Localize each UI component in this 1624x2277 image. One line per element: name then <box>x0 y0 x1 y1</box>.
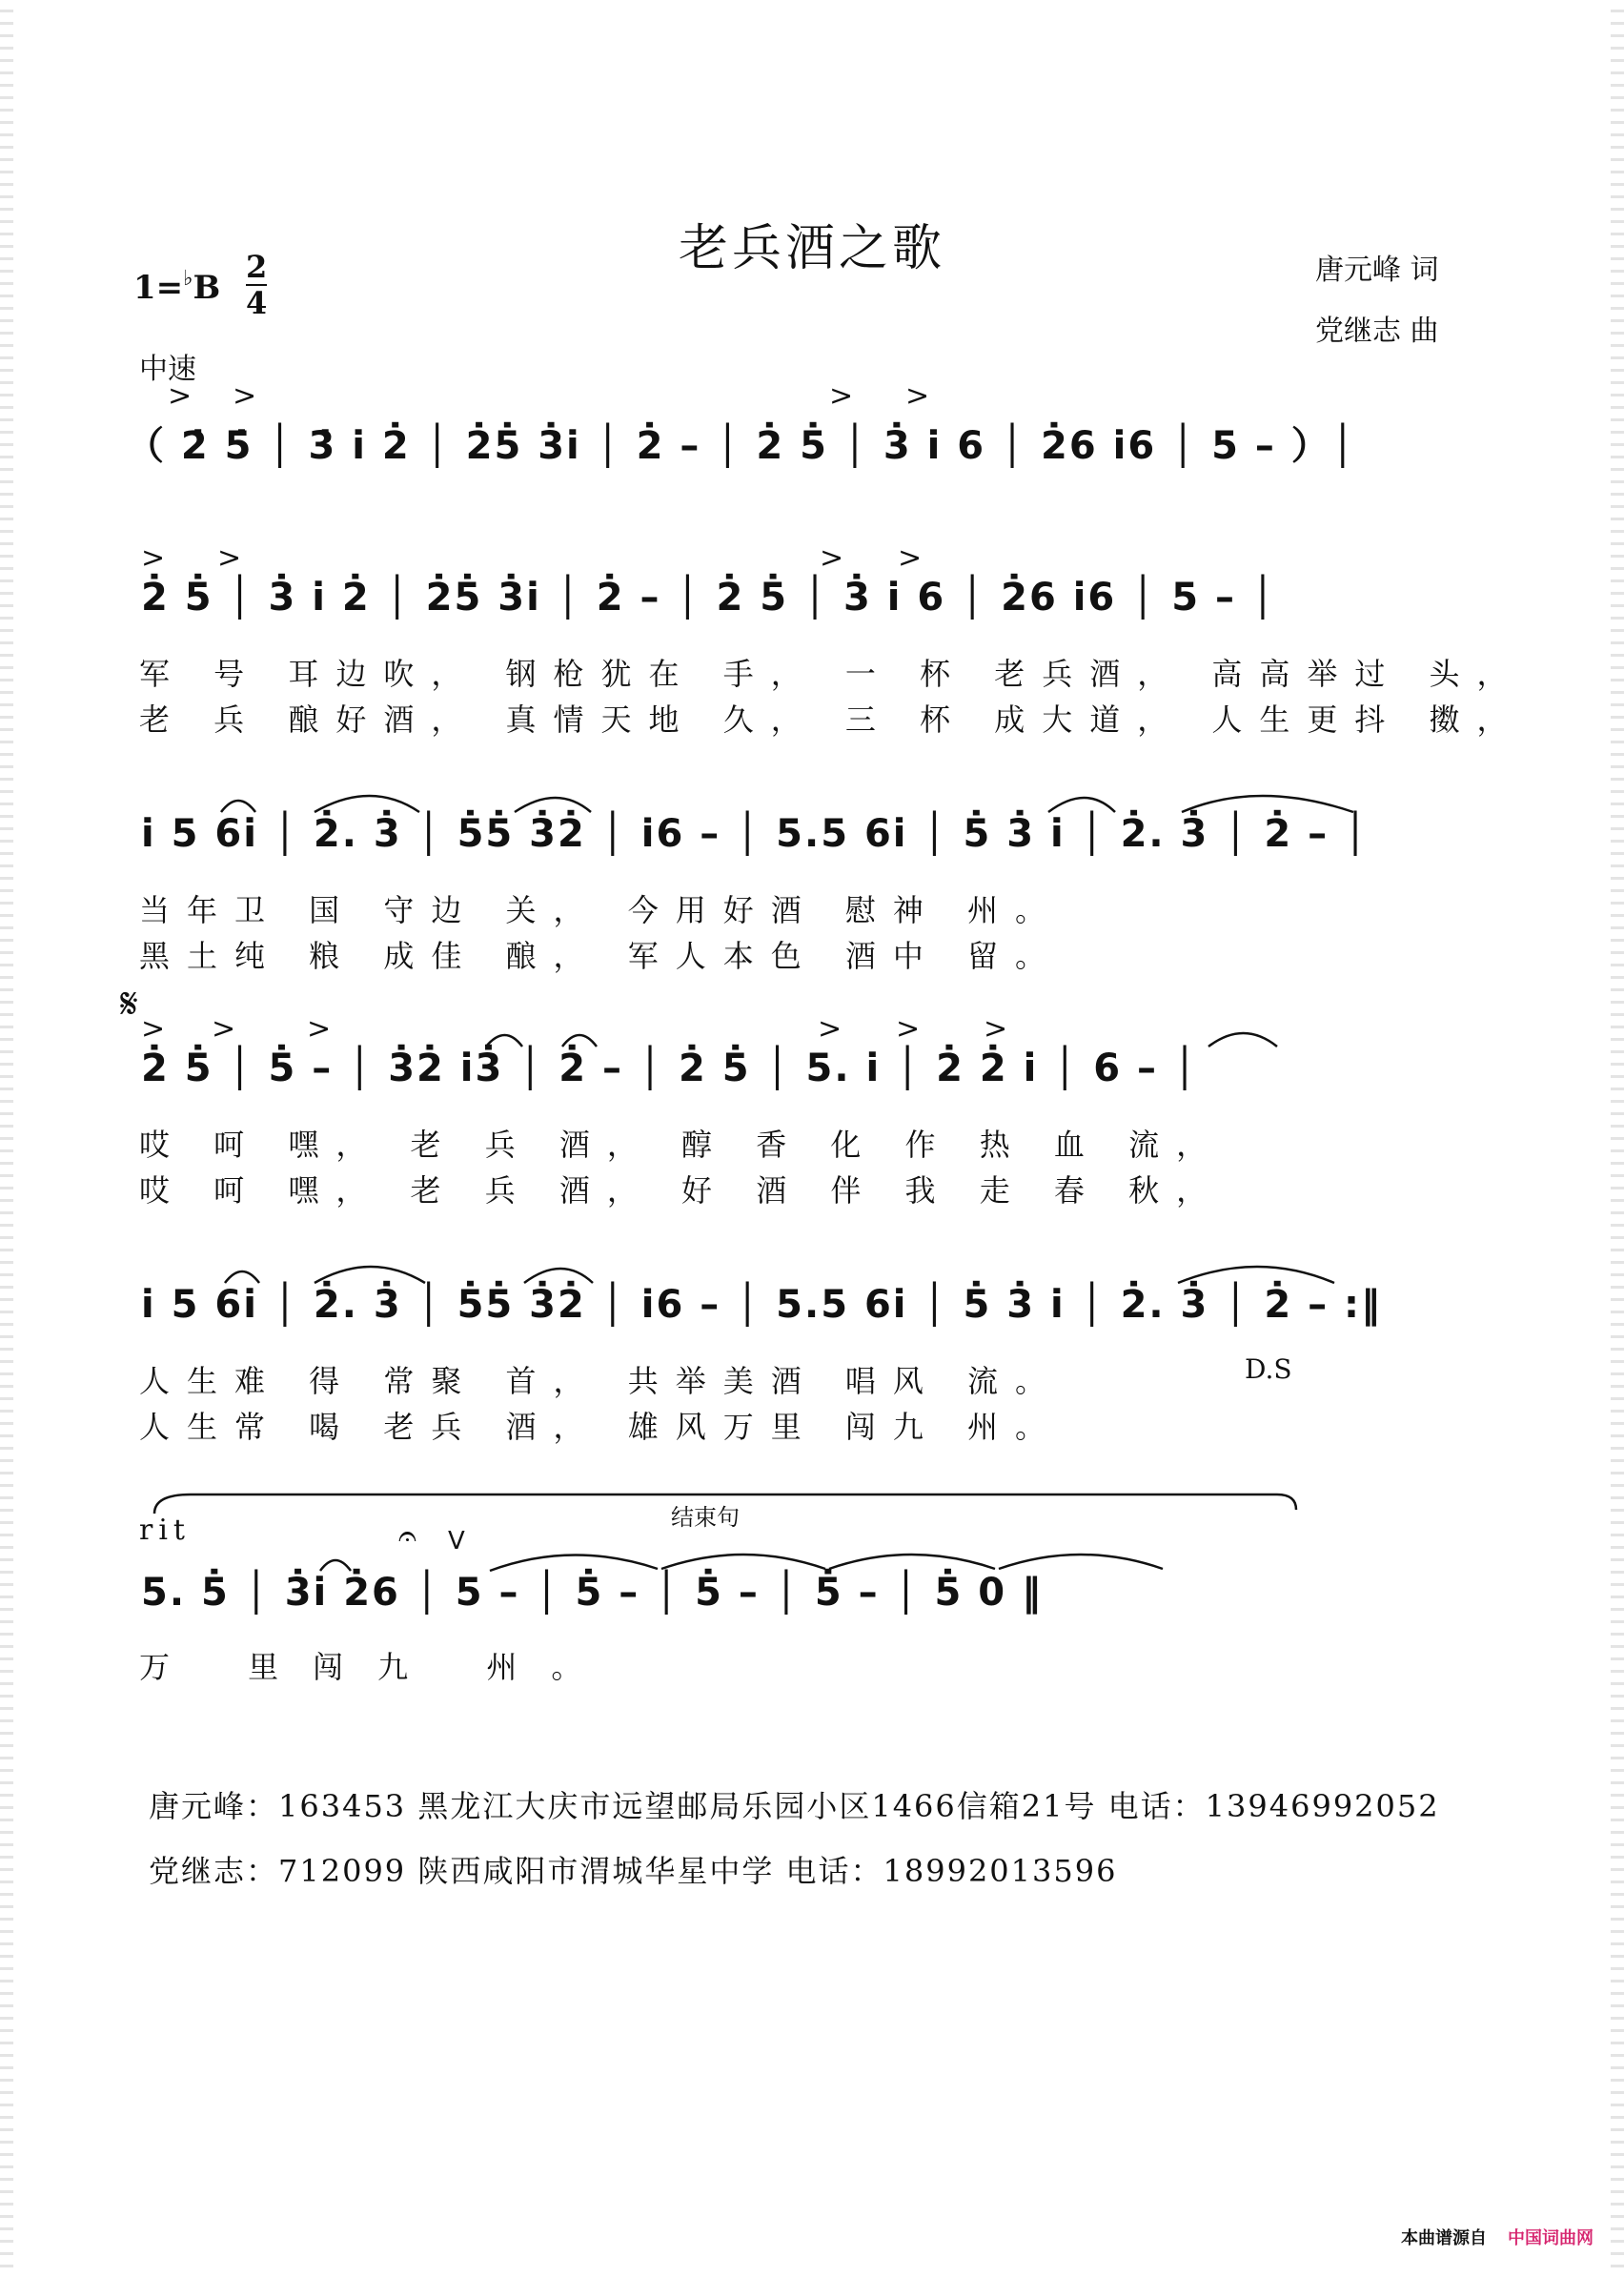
segno-icon: 𝄋 <box>120 980 138 1028</box>
accent-icon: > <box>168 379 193 413</box>
slur-arc <box>524 1269 593 1283</box>
slur-arc <box>320 1560 351 1571</box>
accent-icon: > <box>141 541 166 575</box>
composer-credit: 党继志 曲 <box>1315 315 1439 348</box>
footer-source-label: 本曲谱源自 <box>1401 2228 1487 2248</box>
accent-icon: > <box>984 1012 1008 1046</box>
accent-icon: > <box>818 1012 842 1046</box>
breath-mark-icon: V <box>448 1527 465 1555</box>
lyrics-row-4-verse-1: 人生难 得 常聚 首， 共举美酒 唱风 流。 <box>139 1363 1064 1399</box>
slur-arc <box>315 796 419 812</box>
slur-arc <box>1178 1267 1334 1283</box>
contact-lyricist: 唐元峰：163453 黑龙江大庆市远望邮局乐园小区1466信箱21号 电话：13946992052 <box>149 1788 1440 1824</box>
dal-segno-marking: D.S <box>1245 1353 1292 1385</box>
ending-phrase-label: 结束句 <box>671 1504 740 1531</box>
accent-icon: > <box>233 379 257 413</box>
footer-site-link[interactable]: 中国词曲网 <box>1508 2228 1594 2248</box>
lyrics-row-1-verse-2: 老 兵 酿好酒， 真情天地 久， 三 杯 成大道， 人生更抖 擞， <box>139 701 1525 738</box>
accent-icon: > <box>896 1012 921 1046</box>
accent-icon: > <box>212 1012 236 1046</box>
slur-arc <box>154 1494 1296 1514</box>
accent-icon: > <box>820 541 844 575</box>
accent-icon: > <box>307 1012 332 1046</box>
slur-arc <box>1208 1033 1277 1047</box>
lyrics-row-3-verse-1: 哎 呵 嘿， 老 兵 酒， 醇 香 化 作 热 血 流， <box>139 1127 1225 1163</box>
accent-icon: > <box>898 541 923 575</box>
tempo-marking: 中速 <box>139 353 196 386</box>
key-prefix: 1= <box>133 269 184 307</box>
lyrics-row-3-verse-2: 哎 呵 嘿， 老 兵 酒， 好 酒 伴 我 走 春 秋， <box>139 1172 1225 1209</box>
notation-row-intro: （ 2̇ 5̇ │ 3̇ i̇ 2̇ │ 2̇5̇ 3̇i̇ │ 2̇ – │ 2̇ 5̇ │ 3̇ i̇ 6 │ 2̇6 i̇6 │ 5 – ）│ <box>126 424 1356 468</box>
notation-row-ending: 5. 5̇ │ 3̇i̇ 2̇6 │ 5 – │ 5̇ – │ 5̇ – │ 5̇ – │ 5̇ 0 ‖ <box>141 1571 1044 1615</box>
lyrics-row-ending: 万 里闯九 州。 <box>139 1649 617 1685</box>
lyricist-credit: 唐元峰 词 <box>1315 254 1439 287</box>
accent-icon: > <box>141 1012 166 1046</box>
slur-arc <box>999 1555 1163 1569</box>
song-title: 老兵酒之歌 <box>678 220 945 277</box>
slur-arc <box>315 1267 425 1283</box>
accent-icon: > <box>217 541 242 575</box>
lyrics-row-1-verse-1: 军 号 耳边吹， 钢枪犹在 手， 一 杯 老兵酒， 高高举过 头， <box>139 656 1525 692</box>
slur-arc <box>562 1035 597 1047</box>
notation-row-3: 2̇ 5̇ │ 5̇ – │ 3̇2̇ i̇3̇ │ 2̇ – │ 2̇ 5̇ │ 5. i̇ │ 2̇ 2̇ i̇ │ 6 – │ <box>141 1047 1199 1090</box>
notation-row-2: i̇ 5 6i̇ │ 2̇. 3̇ │ 5̇5̇ 3̇2̇ │ i6 – │ 5.5 6i̇ │ 5̇ 3̇ i̇ │ 2̇. 3̇ │ 2̇ – │ <box>141 812 1370 856</box>
contact-composer: 党继志：712099 陕西咸阳市渭城华星中学 电话：18992013596 <box>149 1853 1118 1889</box>
fermata-icon: 𝄐 <box>398 1517 416 1555</box>
lyrics-row-2-verse-2: 黑土纯 粮 成佳 酿， 军人本色 酒中 留。 <box>139 938 1064 974</box>
slur-arc <box>1182 796 1353 812</box>
key-note: B <box>193 269 221 307</box>
notation-row-4: i̇ 5 6i̇ │ 2̇. 3̇ │ 5̇5̇ 3̇2̇ │ i6 – │ 5.5 6i̇ │ 5̇ 3̇ i̇ │ 2̇. 3̇ │ 2̇ – :‖ <box>141 1283 1382 1327</box>
accent-icon: > <box>829 379 854 413</box>
slur-arc <box>515 798 591 812</box>
flat-icon: ♭ <box>183 267 193 291</box>
slur-arc <box>225 1271 259 1283</box>
accent-icon: > <box>905 379 930 413</box>
slur-arc <box>490 1555 658 1571</box>
time-bottom: 4 <box>246 285 268 321</box>
slur-arc <box>221 801 255 812</box>
notation-row-1: 2̇ 5̇ │ 3̇ i̇ 2̇ │ 2̇5̇ 3̇i̇ │ 2̇ – │ 2̇ 5̇ │ 3̇ i̇ 6 │ 2̇6 i̇6 │ 5 – │ <box>141 576 1276 620</box>
slur-arc <box>1048 798 1115 812</box>
lyrics-row-4-verse-2: 人生常 喝 老兵 酒， 雄风万里 闯九 州。 <box>139 1409 1064 1445</box>
slur-arc <box>829 1555 995 1569</box>
slur-arc <box>486 1035 522 1047</box>
lyrics-row-2-verse-1: 当年卫 国 守边 关， 今用好酒 慰神 州。 <box>139 892 1064 928</box>
ritardando-marking: rit <box>139 1514 191 1547</box>
slur-arc <box>661 1555 825 1569</box>
time-top: 2 <box>246 249 268 285</box>
